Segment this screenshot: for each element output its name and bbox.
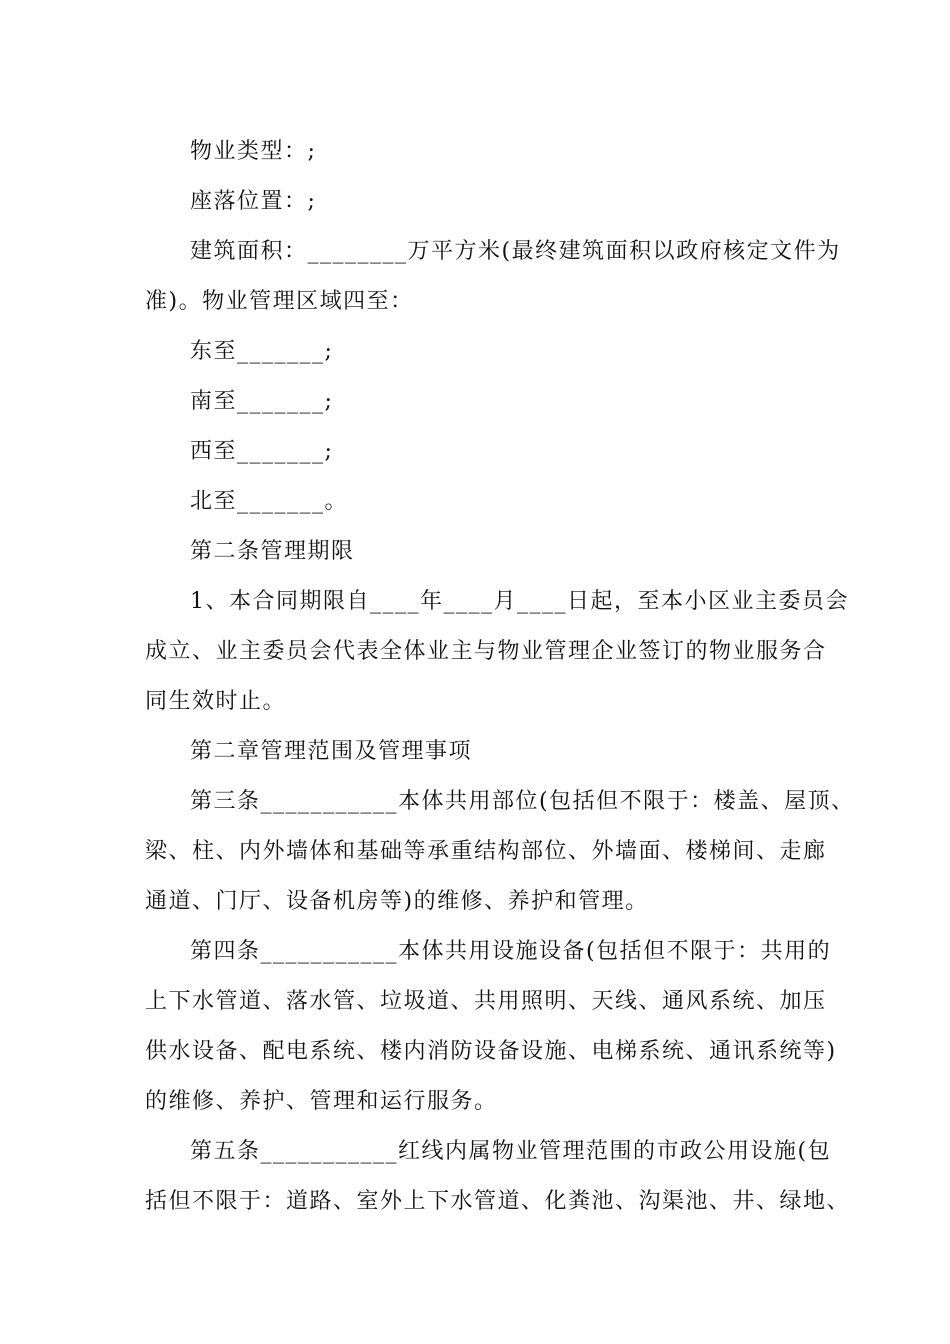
term-paragraph-line-2: 成立、业主委员会代表全体业主与物业管理企业签订的物业服务合 [145, 639, 827, 664]
term-paragraph-line-3: 同生效时止。 [145, 689, 287, 714]
north-boundary-line: 北至_______。 [190, 489, 349, 514]
article-five-line-2: 括但不限于：道路、室外上下水管道、化粪池、沟渠池、井、绿地、 [145, 1189, 851, 1214]
east-boundary-line: 东至_______; [190, 339, 334, 364]
article-four-line-3: 供水设备、配电系统、楼内消防设备设施、电梯系统、通讯系统等) [145, 1039, 837, 1064]
building-area-line: 建筑面积：________万平方米(最终建筑面积以政府核定文件为 [190, 239, 841, 264]
chapter-two-heading: 第二章管理范围及管理事项 [190, 739, 473, 764]
property-type-line: 物业类型：; [190, 139, 317, 164]
location-line: 座落位置：; [190, 189, 317, 214]
article-five-line-1: 第五条___________红线内属物业管理范围的市政公用设施(包 [190, 1139, 832, 1164]
west-boundary-line: 西至_______; [190, 439, 334, 464]
building-area-continuation: 准)。物业管理区域四至： [145, 289, 414, 314]
article-four-line-2: 上下水管道、落水管、垃圾道、共用照明、天线、通风系统、加压 [145, 989, 827, 1014]
article-four-line-4: 的维修、养护、管理和运行服务。 [145, 1089, 498, 1114]
article-three-line-3: 通道、门厅、设备机房等)的维修、养护和管理。 [145, 889, 649, 914]
article-three-line-2: 梁、柱、内外墙体和基础等承重结构部位、外墙面、楼梯间、走廊 [145, 839, 827, 864]
south-boundary-line: 南至_______; [190, 389, 334, 414]
term-paragraph-line-1: 1、本合同期限自____年____月____日起，至本小区业主委员会 [190, 589, 849, 614]
article-two-heading: 第二条管理期限 [190, 539, 355, 564]
article-three-line-1: 第三条___________本体共用部位(包括但不限于：楼盖、屋顶、 [190, 789, 855, 814]
article-four-line-1: 第四条___________本体共用设施设备(包括但不限于：共用的 [190, 939, 832, 964]
